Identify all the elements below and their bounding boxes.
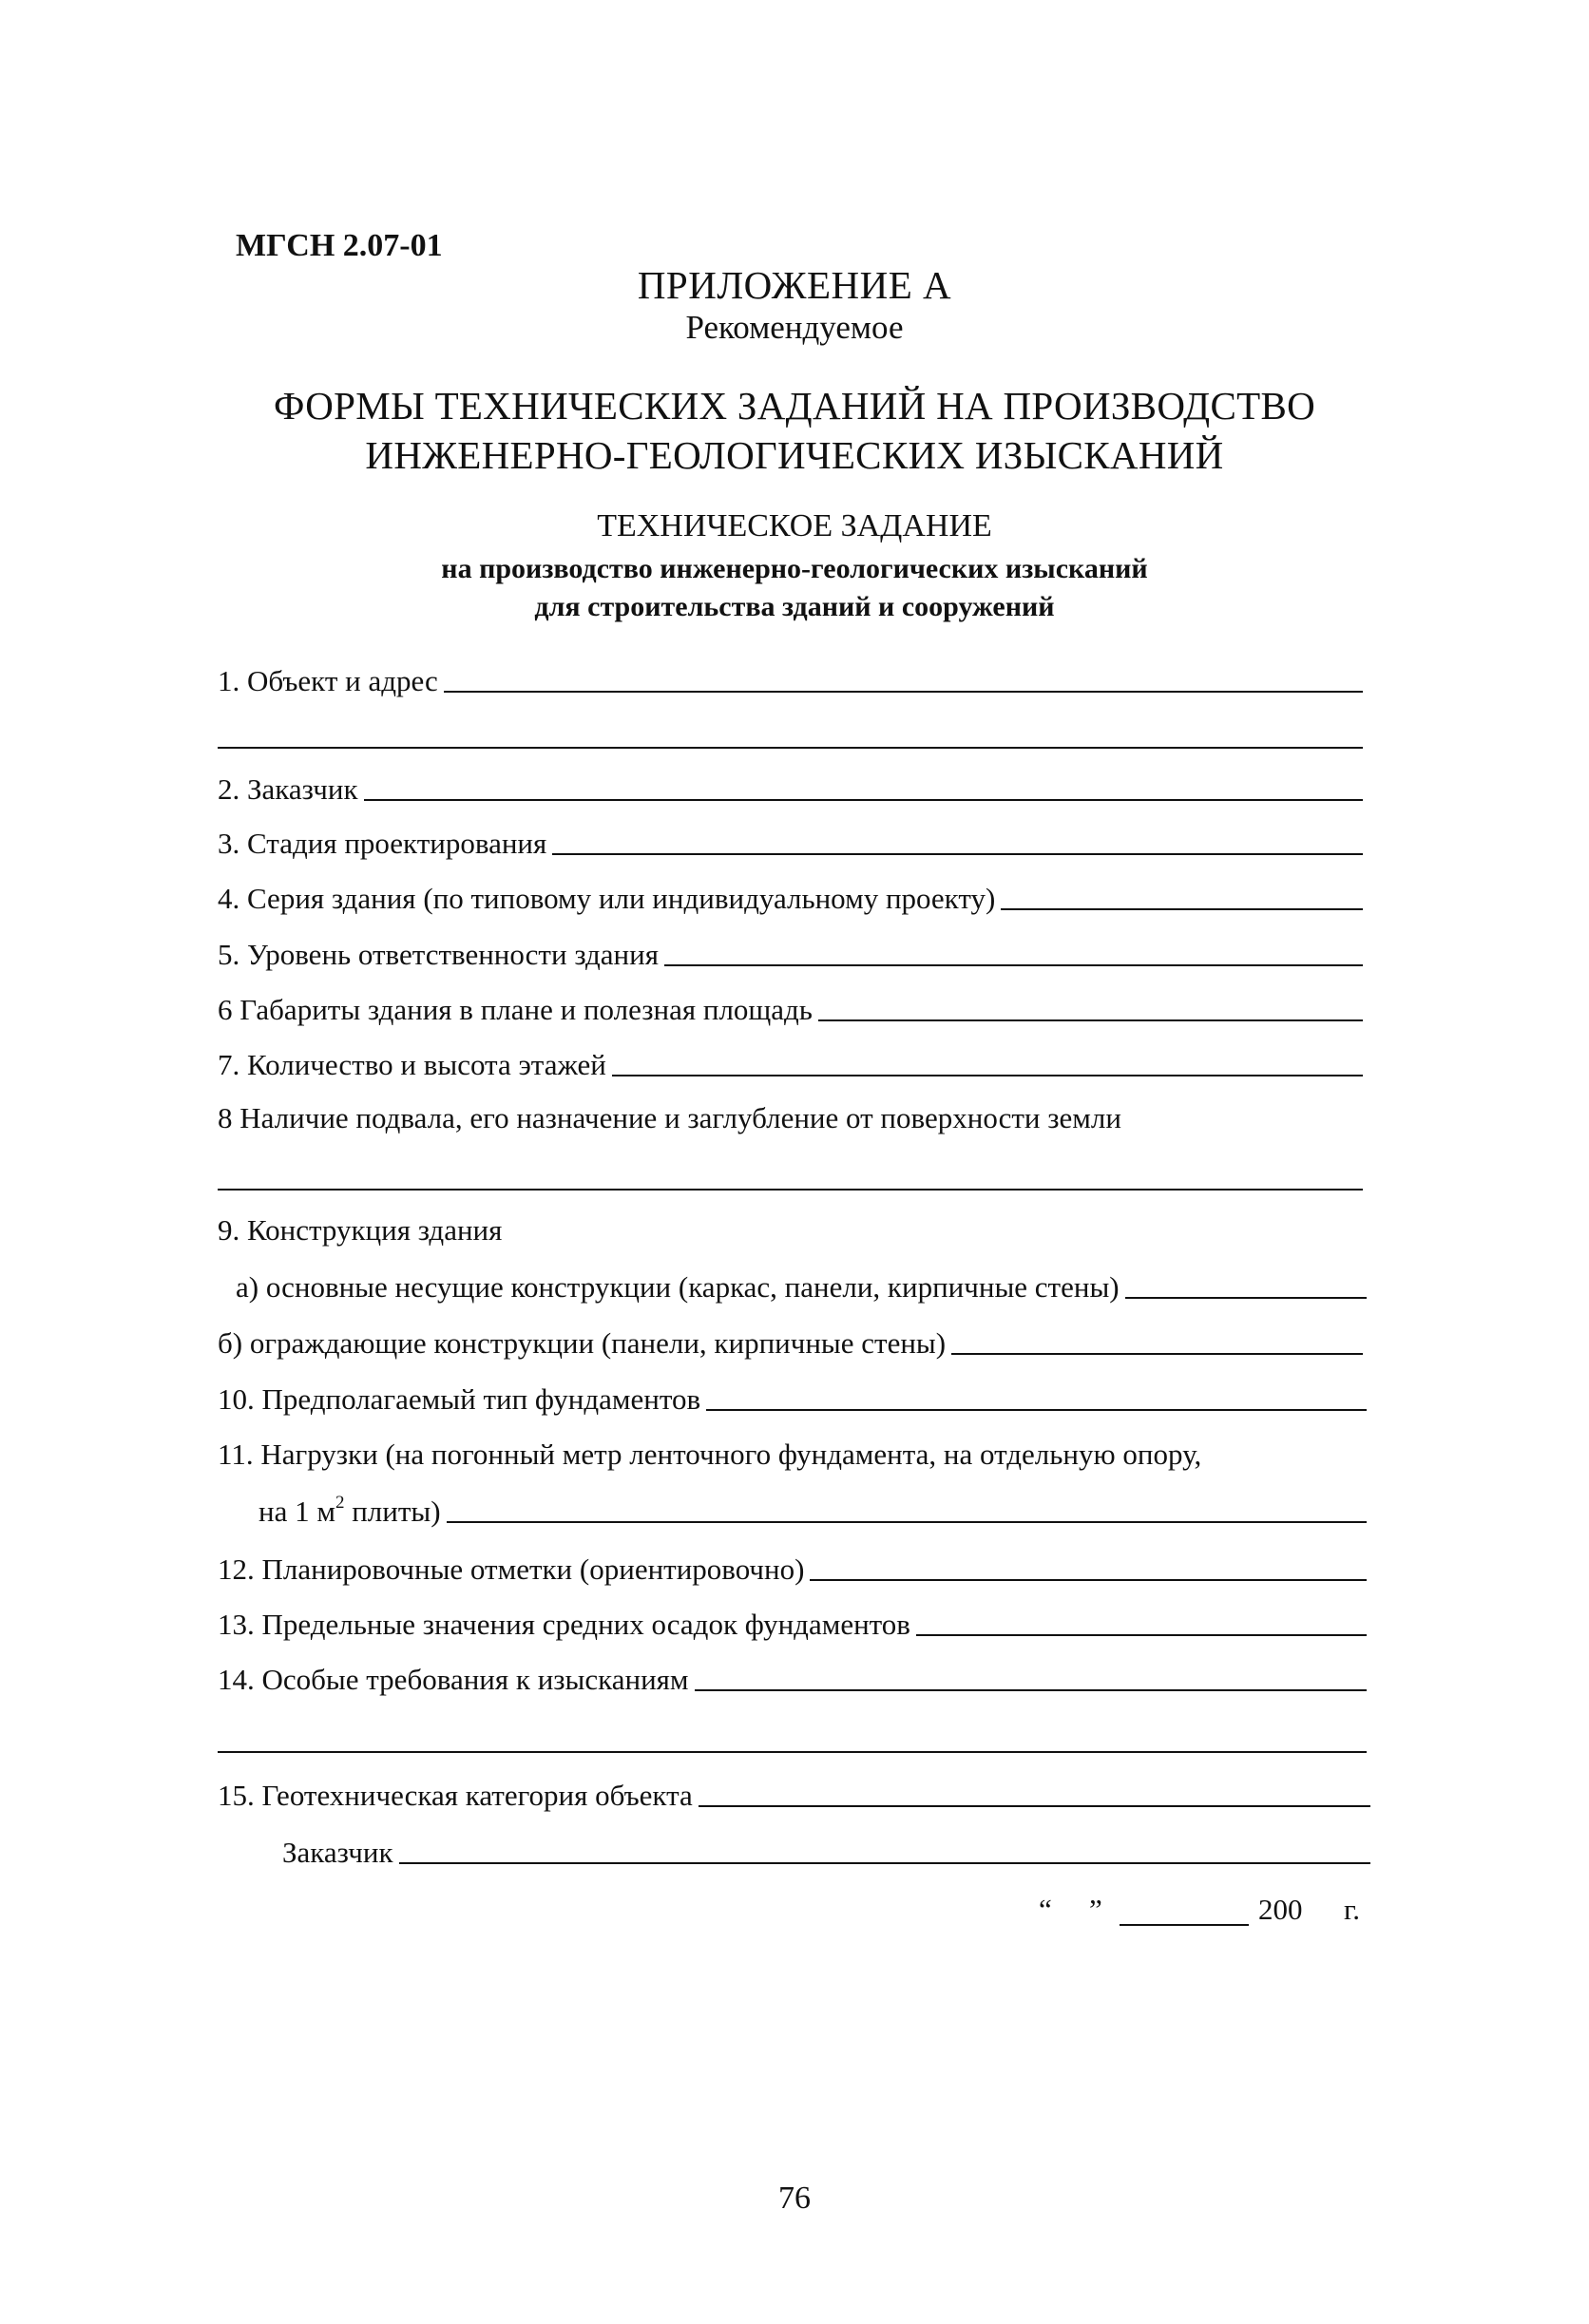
main-title-line-1: ФОРМЫ ТЕХНИЧЕСКИХ ЗАДАНИЙ НА ПРОИЗВОДСТВО [274, 384, 1315, 428]
field-design-stage [218, 824, 1363, 862]
fill-line[interactable] [810, 1579, 1367, 1581]
fill-line[interactable] [1001, 908, 1363, 910]
field-loads [258, 1492, 1367, 1530]
fill-line[interactable] [951, 1353, 1363, 1355]
field-special-requirements [218, 1660, 1367, 1698]
field-label: а) основные несущие конструкции (каркас, панели, кирпичные стены) [236, 1270, 1120, 1304]
field-label: б) ограждающие конструкции (панели, кирпичные стены) [218, 1326, 947, 1360]
fill-line[interactable] [364, 799, 1363, 801]
field-load-bearing-structures [236, 1267, 1367, 1305]
date-quote-close: ” [1089, 1893, 1102, 1926]
fill-line[interactable] [552, 853, 1363, 855]
fill-line[interactable] [447, 1521, 1367, 1523]
field-label: 10. Предполагаемый тип фундаментов [218, 1382, 701, 1416]
field-label: 4. Серия здания (по типовому или индивидуальному проекту) [218, 882, 996, 915]
field-label: на 1 $м^2$ плиты) [258, 1493, 441, 1528]
field-loads-label: 11. Нагрузки (на погонный метр ленточного фундамента, на отдельную опору, [218, 1438, 1202, 1471]
field-label: 6 Габариты здания в плане и полезная площадь [218, 993, 813, 1026]
fill-line[interactable] [916, 1634, 1367, 1636]
field-object-address [218, 661, 1363, 699]
field-label: 12. Планировочные отметки (ориентировочно) [218, 1553, 805, 1586]
field-label: 3. Стадия проектирования [218, 827, 547, 860]
main-title-line-2: ИНЖЕНЕРНО-ГЕОЛОГИЧЕСКИХ ИЗЫСКАНИЙ [365, 433, 1224, 477]
fill-line[interactable] [818, 1019, 1363, 1021]
fill-line[interactable] [1125, 1297, 1367, 1299]
document-code: МГСН 2.07-01 [236, 228, 443, 263]
fill-line[interactable] [706, 1409, 1367, 1411]
field-building-series [218, 879, 1363, 917]
signature-line[interactable] [399, 1862, 1370, 1864]
fill-line-basement[interactable] [218, 1189, 1363, 1191]
field-label: 2. Заказчик [218, 772, 358, 806]
field-basement-label: 8 Наличие подвала, его назначение и заглубление от поверхности земли [218, 1101, 1121, 1134]
field-label: 14. Особые требования к изысканиям [218, 1663, 689, 1696]
date-month-line[interactable] [1120, 1924, 1249, 1926]
date-year: 200 [1258, 1893, 1303, 1926]
field-building-dimensions [218, 990, 1363, 1028]
field-foundation-type [218, 1380, 1367, 1418]
field-customer [218, 770, 1363, 808]
field-settlement-limits [218, 1605, 1367, 1643]
appendix-heading: ПРИЛОЖЕНИЕ А [637, 263, 952, 307]
fill-line[interactable] [612, 1075, 1363, 1076]
signature-customer [282, 1833, 1370, 1871]
form-subtitle-2: для строительства зданий и сооружений [534, 591, 1055, 622]
field-structure-label: 9. Конструкция здания [218, 1213, 503, 1247]
page-number: 76 [778, 2181, 811, 2216]
field-label: 5. Уровень ответственности здания [218, 938, 659, 971]
fill-line[interactable] [695, 1689, 1367, 1691]
appendix-status: Рекомендуемое [685, 309, 904, 346]
field-enclosing-structures [218, 1324, 1363, 1362]
form-subtitle-1: на производство инженерно-геологических изысканий [441, 553, 1148, 584]
field-grade-marks [218, 1550, 1367, 1588]
fill-line[interactable] [444, 691, 1363, 693]
date-quote-open: “ [1039, 1893, 1052, 1926]
field-floors [218, 1045, 1363, 1083]
field-label: 13. Предельные значения средних осадок фундаментов [218, 1608, 910, 1641]
form-title: ТЕХНИЧЕСКОЕ ЗАДАНИЕ [597, 508, 992, 543]
field-responsibility-level [218, 935, 1363, 973]
field-geotechnical-category [218, 1776, 1370, 1814]
field-label: 15. Геотехническая категория объекта [218, 1779, 693, 1812]
fill-line-special-requirements[interactable] [218, 1751, 1367, 1753]
fill-line[interactable] [699, 1805, 1370, 1807]
fill-line[interactable] [664, 964, 1363, 966]
field-label: 7. Количество и высота этажей [218, 1048, 606, 1081]
date-year-suffix: г. [1344, 1893, 1360, 1926]
field-label: 1. Объект и адрес [218, 664, 438, 697]
signature-label: Заказчик [282, 1836, 393, 1869]
fill-line-continuation[interactable] [218, 747, 1363, 749]
